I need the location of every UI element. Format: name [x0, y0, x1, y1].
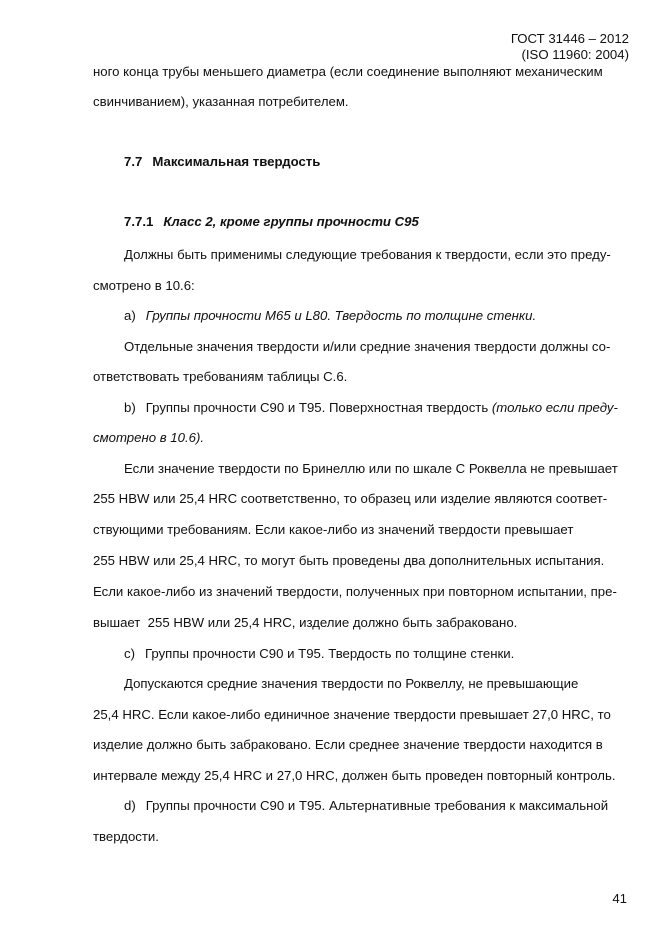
section-title: Максимальная твердость: [152, 154, 321, 169]
list-text-italic: (только если преду-: [491, 400, 618, 415]
text-line: вышает 255 HBW или 25,4 HRC, изделие должно быть забраковано.: [93, 615, 518, 630]
section-heading-7-7-1: [124, 214, 419, 230]
list-text: Группы прочности С90 и Т95. Твердость по толщине стенки.: [145, 646, 515, 661]
section-heading-7-7: [124, 154, 320, 170]
text-line: интервале между 25,4 HRC и 27,0 HRC, должен быть проведен повторный контроль.: [93, 768, 616, 783]
text-line: 25,4 HRC. Если какое-либо единичное значение твердости превышает 27,0 HRC, то: [93, 707, 611, 722]
iso-reference: (ISO 11960: 2004): [521, 47, 629, 62]
text-line: ного конца трубы меньшего диаметра (если соединение выполняют механическим: [93, 64, 603, 79]
list-label: c): [124, 646, 135, 661]
standard-number: ГОСТ 31446 – 2012: [510, 31, 629, 46]
text-line: Допускаются средние значения твердости по Роквеллу, не превышающие: [124, 676, 579, 691]
text-line: ответствовать требованиям таблицы С.6.: [93, 369, 348, 384]
text-line: Должны быть применимы следующие требования к твердости, если это преду-: [124, 247, 611, 262]
list-text: Группы прочности С90 и Т95. Альтернативные требования к максимальной: [145, 798, 609, 813]
text-line: 255 HBW или 25,4 HRC, то могут быть проведены два дополнительных испытания.: [93, 553, 605, 568]
text-line: изделие должно быть забраковано. Если среднее значение твердости находится в: [93, 737, 603, 752]
text-line: твердости.: [93, 829, 159, 844]
list-item-c: [124, 646, 514, 662]
list-label: b): [124, 400, 136, 415]
list-text: Группы прочности С90 и Т95. Поверхностная твердость: [145, 400, 489, 415]
text-line: Если значение твердости по Бринеллю или по шкале С Роквелла не превышает: [124, 461, 618, 476]
list-item-b: [124, 400, 618, 416]
text-line: ствующими требованиям. Если какое-либо из значений твердости превышает: [93, 522, 574, 537]
list-label: a): [124, 308, 136, 323]
text-line: Отдельные значения твердости и/или средние значения твердости должны со-: [124, 339, 611, 354]
page-number: 41: [612, 891, 627, 906]
text-line: смотрено в 10.6).: [93, 430, 204, 445]
text-line: Если какое-либо из значений твердости, полученных при повторном испытании, пре-: [93, 584, 617, 599]
document-header: [511, 31, 629, 63]
text-line: свинчиванием), указанная потребителем.: [93, 94, 349, 109]
list-item-a: [124, 308, 536, 324]
text-line: 255 HBW или 25,4 HRC соответственно, то образец или изделие являются соответ-: [93, 491, 608, 506]
list-label: d): [124, 798, 136, 813]
section-number: 7.7: [124, 154, 143, 169]
section-title: Класс 2, кроме группы прочности С95: [163, 214, 419, 229]
list-text: Группы прочности М65 и L80. Твердость по толщине стенки.: [145, 308, 537, 323]
list-item-d: [124, 798, 608, 814]
text-line: смотрено в 10.6:: [93, 278, 195, 293]
section-number: 7.7.1: [124, 214, 154, 229]
